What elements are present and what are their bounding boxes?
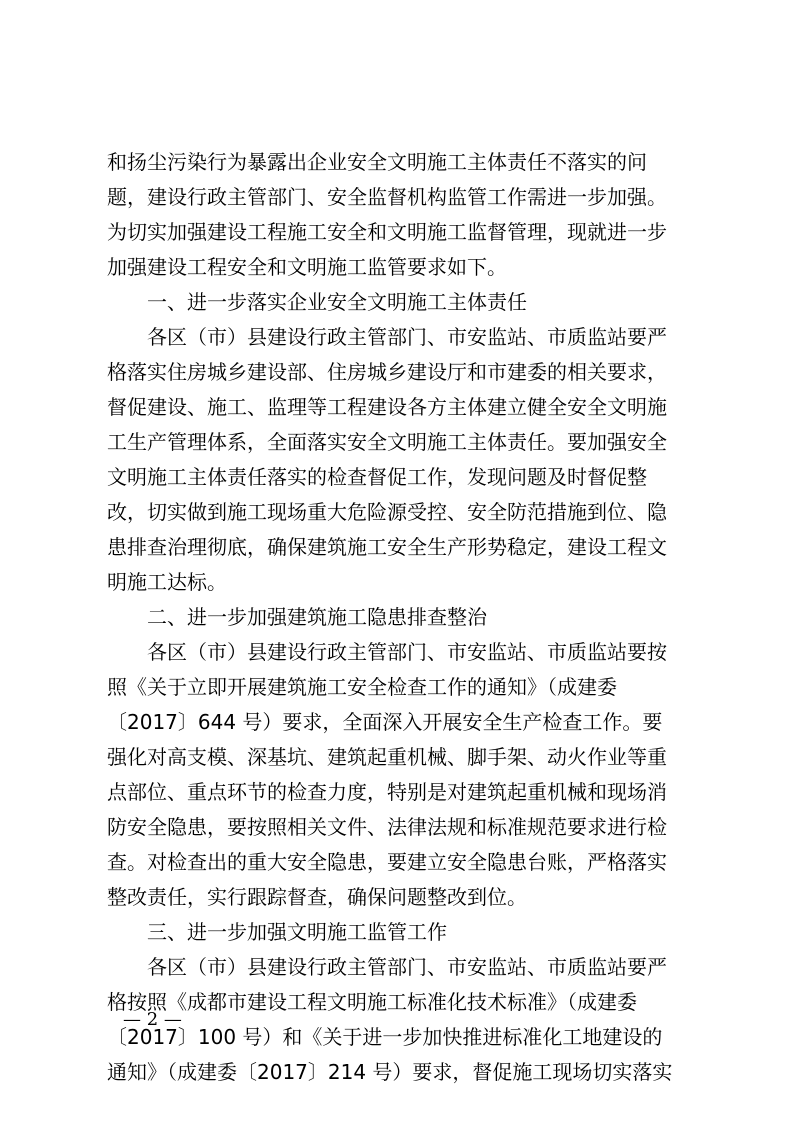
- section-heading-1: 一、进一步落实企业安全文明施工主体责任: [147, 290, 527, 314]
- paragraph-line: 明施工达标。: [107, 570, 227, 594]
- paragraph-line: 点部位、重点环节的检查力度，特别是对建筑起重机械和现场消: [107, 780, 667, 804]
- paragraph-line: 督促建设、施工、监理等工程建设各方主体建立健全安全文明施: [107, 395, 667, 419]
- paragraph-line: 防安全隐患，要按照相关文件、法律法规和标准规范要求进行检: [107, 815, 667, 839]
- page-number: — 2 —: [123, 1009, 182, 1030]
- paragraph-line: 患排查治理彻底，确保建筑施工安全生产形势稳定，建设工程文: [107, 535, 667, 559]
- paragraph-line: 各区（市）县建设行政主管部门、市安监站、市质监站要严: [147, 325, 667, 349]
- section-heading-2: 二、进一步加强建筑施工隐患排查整治: [147, 605, 487, 629]
- paragraph-line: 〔2017〕644 号）要求，全面深入开展安全生产检查工作。要: [107, 710, 663, 734]
- paragraph-line: 文明施工主体责任落实的检查督促工作，发现问题及时督促整: [107, 465, 647, 489]
- paragraph-line: 各区（市）县建设行政主管部门、市安监站、市质监站要严: [147, 955, 667, 979]
- paragraph-line: 格按照《成都市建设工程文明施工标准化技术标准》（成建委: [107, 990, 637, 1014]
- section-heading-3: 三、进一步加强文明施工监管工作: [147, 920, 447, 944]
- paragraph-line: 〔2017〕100 号）和《关于进一步加快推进标准化工地建设的: [107, 1025, 663, 1049]
- paragraph-line: 加强建设工程安全和文明施工监管要求如下。: [107, 255, 507, 279]
- paragraph-line: 各区（市）县建设行政主管部门、市安监站、市质监站要按: [147, 640, 667, 664]
- paragraph-line: 查。对检查出的重大安全隐患，要建立安全隐患台账，严格落实: [107, 850, 667, 874]
- paragraph-line: 和扬尘污染行为暴露出企业安全文明施工主体责任不落实的问: [107, 150, 647, 174]
- paragraph-line: 通知》（成建委〔2017〕214 号）要求，督促施工现场切实落实: [107, 1060, 673, 1084]
- paragraph-line: 格落实住房城乡建设部、住房城乡建设厅和市建委的相关要求，: [107, 360, 667, 384]
- paragraph-line: 照《关于立即开展建筑施工安全检查工作的通知》（成建委: [107, 675, 617, 699]
- paragraph-line: 为切实加强建设工程施工安全和文明施工监督管理，现就进一步: [107, 220, 667, 244]
- document-body: [107, 145, 687, 1090]
- paragraph-line: 题，建设行政主管部门、安全监督机构监管工作需进一步加强。: [107, 185, 667, 209]
- paragraph-line: 改，切实做到施工现场重大危险源受控、安全防范措施到位、隐: [107, 500, 667, 524]
- paragraph-line: 工生产管理体系，全面落实安全文明施工主体责任。要加强安全: [107, 430, 667, 454]
- paragraph-line: 整改责任，实行跟踪督查，确保问题整改到位。: [107, 885, 527, 909]
- paragraph-line: 强化对高支模、深基坑、建筑起重机械、脚手架、动火作业等重: [107, 745, 667, 769]
